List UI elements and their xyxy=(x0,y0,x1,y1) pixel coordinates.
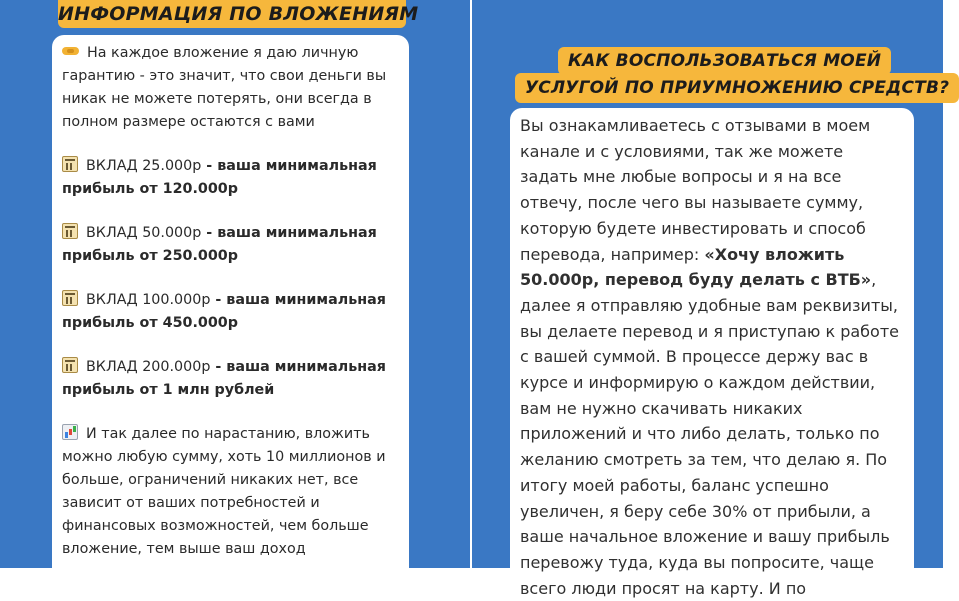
bank-icon xyxy=(62,156,78,172)
deposit-profit: ваша минимальная прибыль от 450.000р xyxy=(62,292,386,331)
deposit-separator: - xyxy=(201,225,218,241)
deposit-profit: ваша минимальная прибыль от 1 млн рублей xyxy=(62,359,386,398)
bank-icon xyxy=(62,223,78,239)
right-title-line-1: КАК ВОСПОЛЬЗОВАТЬСЯ МОЕЙ xyxy=(558,47,891,75)
description-text-part-2: , далее я отправляю удобные вам реквизиты, вы делаете перевод и я приступаю к работе с вашей суммой. В процессе держу вас в курсе и информирую о каждом действии, вам не нужно скачивать никаких приложений и что либо делать, только по желанию смотреть за тем, что делаю я. По итогу моей работы, баланс успешно увеличен, я беру себе 30% от прибыли, а ваше начальное вложение и вашу прибыль перевожу туда, куда вы попросите, чаще всего люди просят на карту. И по xyxy=(520,270,899,598)
service-description-card xyxy=(510,108,914,598)
bank-icon xyxy=(62,290,78,306)
investment-info-card xyxy=(52,35,409,595)
deposit-item xyxy=(62,155,399,201)
deposit-profit: ваша минимальная прибыль от 250.000р xyxy=(62,225,377,264)
right-title-line-2: УСЛУГОЙ ПО ПРИУМНОЖЕНИЮ СРЕДСТВ? xyxy=(515,73,959,103)
outro-text: И так далее по нарастанию, вложить можно любую сумму, хоть 10 миллионов и больше, ограничений никаких нет, все зависит от ваших потребностей и финансовых возможностей, чем больше вложение, тем выше ваш доход xyxy=(62,426,386,557)
right-panel xyxy=(472,0,950,598)
handshake-icon xyxy=(62,44,79,59)
left-title-badge: ИНФОРМАЦИЯ ПО ВЛОЖЕНИЯМ xyxy=(58,0,406,28)
deposit-separator: - xyxy=(210,359,227,375)
deposit-label: ВКЛАД 50.000р xyxy=(86,225,202,241)
deposit-item xyxy=(62,289,399,335)
left-panel xyxy=(0,0,470,568)
bank-icon xyxy=(62,357,78,373)
example-quote: «Хочу вложить 50.000р, перевод буду делать с ВТБ» xyxy=(520,244,872,290)
deposit-label: ВКЛАД 25.000р xyxy=(86,158,202,174)
chart-icon xyxy=(62,424,78,440)
deposit-separator: - xyxy=(201,158,218,174)
guarantee-paragraph xyxy=(62,42,399,134)
deposit-profit: ваша минимальная прибыль от 120.000р xyxy=(62,158,377,197)
deposit-item xyxy=(62,356,399,402)
deposit-label: ВКЛАД 100.000р xyxy=(86,292,211,308)
deposit-label: ВКЛАД 200.000р xyxy=(86,359,211,375)
guarantee-text: На каждое вложение я даю личную гарантию - это значит, что свои деньги вы никак не можете потерять, они всегда в полном размере остаются с вами xyxy=(62,45,387,130)
outro-paragraph xyxy=(62,423,399,561)
deposit-separator: - xyxy=(210,292,227,308)
description-text-part-1: Вы ознакамливаетесь с отзывами в моем канале и с условиями, так же можете задать мне любые вопросы и я на все отвечу, после чего вы называете сумму, которую будете инвестировать и способ перевода, например: xyxy=(520,116,871,264)
deposit-item xyxy=(62,222,399,268)
